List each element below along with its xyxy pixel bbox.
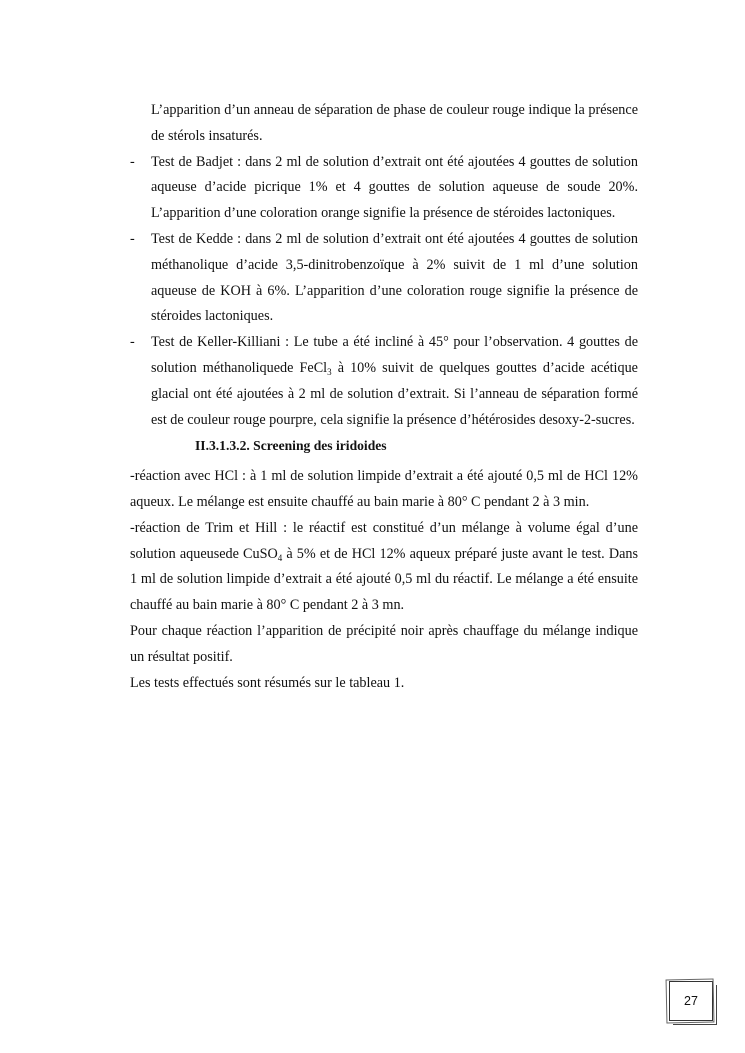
- page-content: [130, 98, 638, 696]
- paragraph-trim-hill: [130, 516, 638, 619]
- subscript: 4: [277, 552, 283, 563]
- list-dash: -: [130, 230, 135, 247]
- subscript: 3: [327, 366, 332, 377]
- paragraph-result: Pour chaque réaction l’apparition de précipité noir après chauffage du mélange indique un résultat positif.: [130, 622, 638, 665]
- list-item-text-a: Test de Keller-Killiani : Le tube a été incliné à 45° pour l’observation. 4 gouttes de solution méthanoliquede FeCl: [151, 334, 638, 376]
- page-number: 27: [684, 994, 698, 1008]
- paragraph-summary: Les tests effectués sont résumés sur le tableau 1.: [130, 674, 405, 691]
- list-dash: -: [130, 153, 135, 170]
- list-item-keller-killiani: [130, 330, 638, 433]
- paragraph-hcl: -réaction avec HCl : à 1 ml de solution limpide d’extrait a été ajouté 0,5 ml de HCl 12% aqueux. Le mélange est ensuite chauffé au bain marie à 80° C pendant 2 à 3 min.: [130, 468, 638, 510]
- paragraph-text-b: à 5% et de HCl 12% aqueux préparé juste avant le test. Dans 1 ml de solution limpide d’extrait a été ajouté 0,5 ml du réactif. Le mélange a été ensuite chauffé au bain marie à 80° C pendant 2 à 3 mn.: [130, 545, 638, 614]
- list-item-kedde: [130, 227, 638, 330]
- section-heading: II.3.1.3.2. Screening des iridoides: [195, 438, 387, 454]
- paragraph-text-a: -réaction de Trim et Hill : le réactif est constitué d’un mélange à volume égal d’une solution aqueusede CuSO: [130, 519, 638, 562]
- list-item-badjet: [130, 150, 638, 227]
- list-item-text: Test de Badjet : dans 2 ml de solution d’extrait ont été ajoutées 4 gouttes de solution aqueuse d’acide picrique 1% et 4 gouttes de solution aqueuse de soude 20%. L’apparition d’une coloration orange signifie la présence de stéroides lactoniques.: [151, 153, 638, 222]
- list-item-text: Test de Kedde : dans 2 ml de solution d’extrait ont été ajoutées 4 gouttes de solution méthanolique d’acide 3,5-dinitrobenzoïque à 2% suivit de 1 ml d’une solution aqueuse de KOH à 6%. L’apparition d’une coloration rouge signifie la présence de stéroides lactoniques.: [151, 230, 638, 325]
- list-dash: -: [130, 334, 135, 351]
- continuation-text: L’apparition d’un anneau de séparation de phase de couleur rouge indique la présence de stérols insaturés.: [151, 102, 638, 144]
- list-item-text-b: à 10% suivit de quelques gouttes d’acide acétique glacial ont été ajoutées à 2 ml de solution d’extrait. Si l’anneau de séparation formé est de couleur rouge pourpre, cela signifie la présence d’hétérosides desoxy-2-sucres.: [151, 359, 638, 428]
- page-number-box: [669, 981, 713, 1021]
